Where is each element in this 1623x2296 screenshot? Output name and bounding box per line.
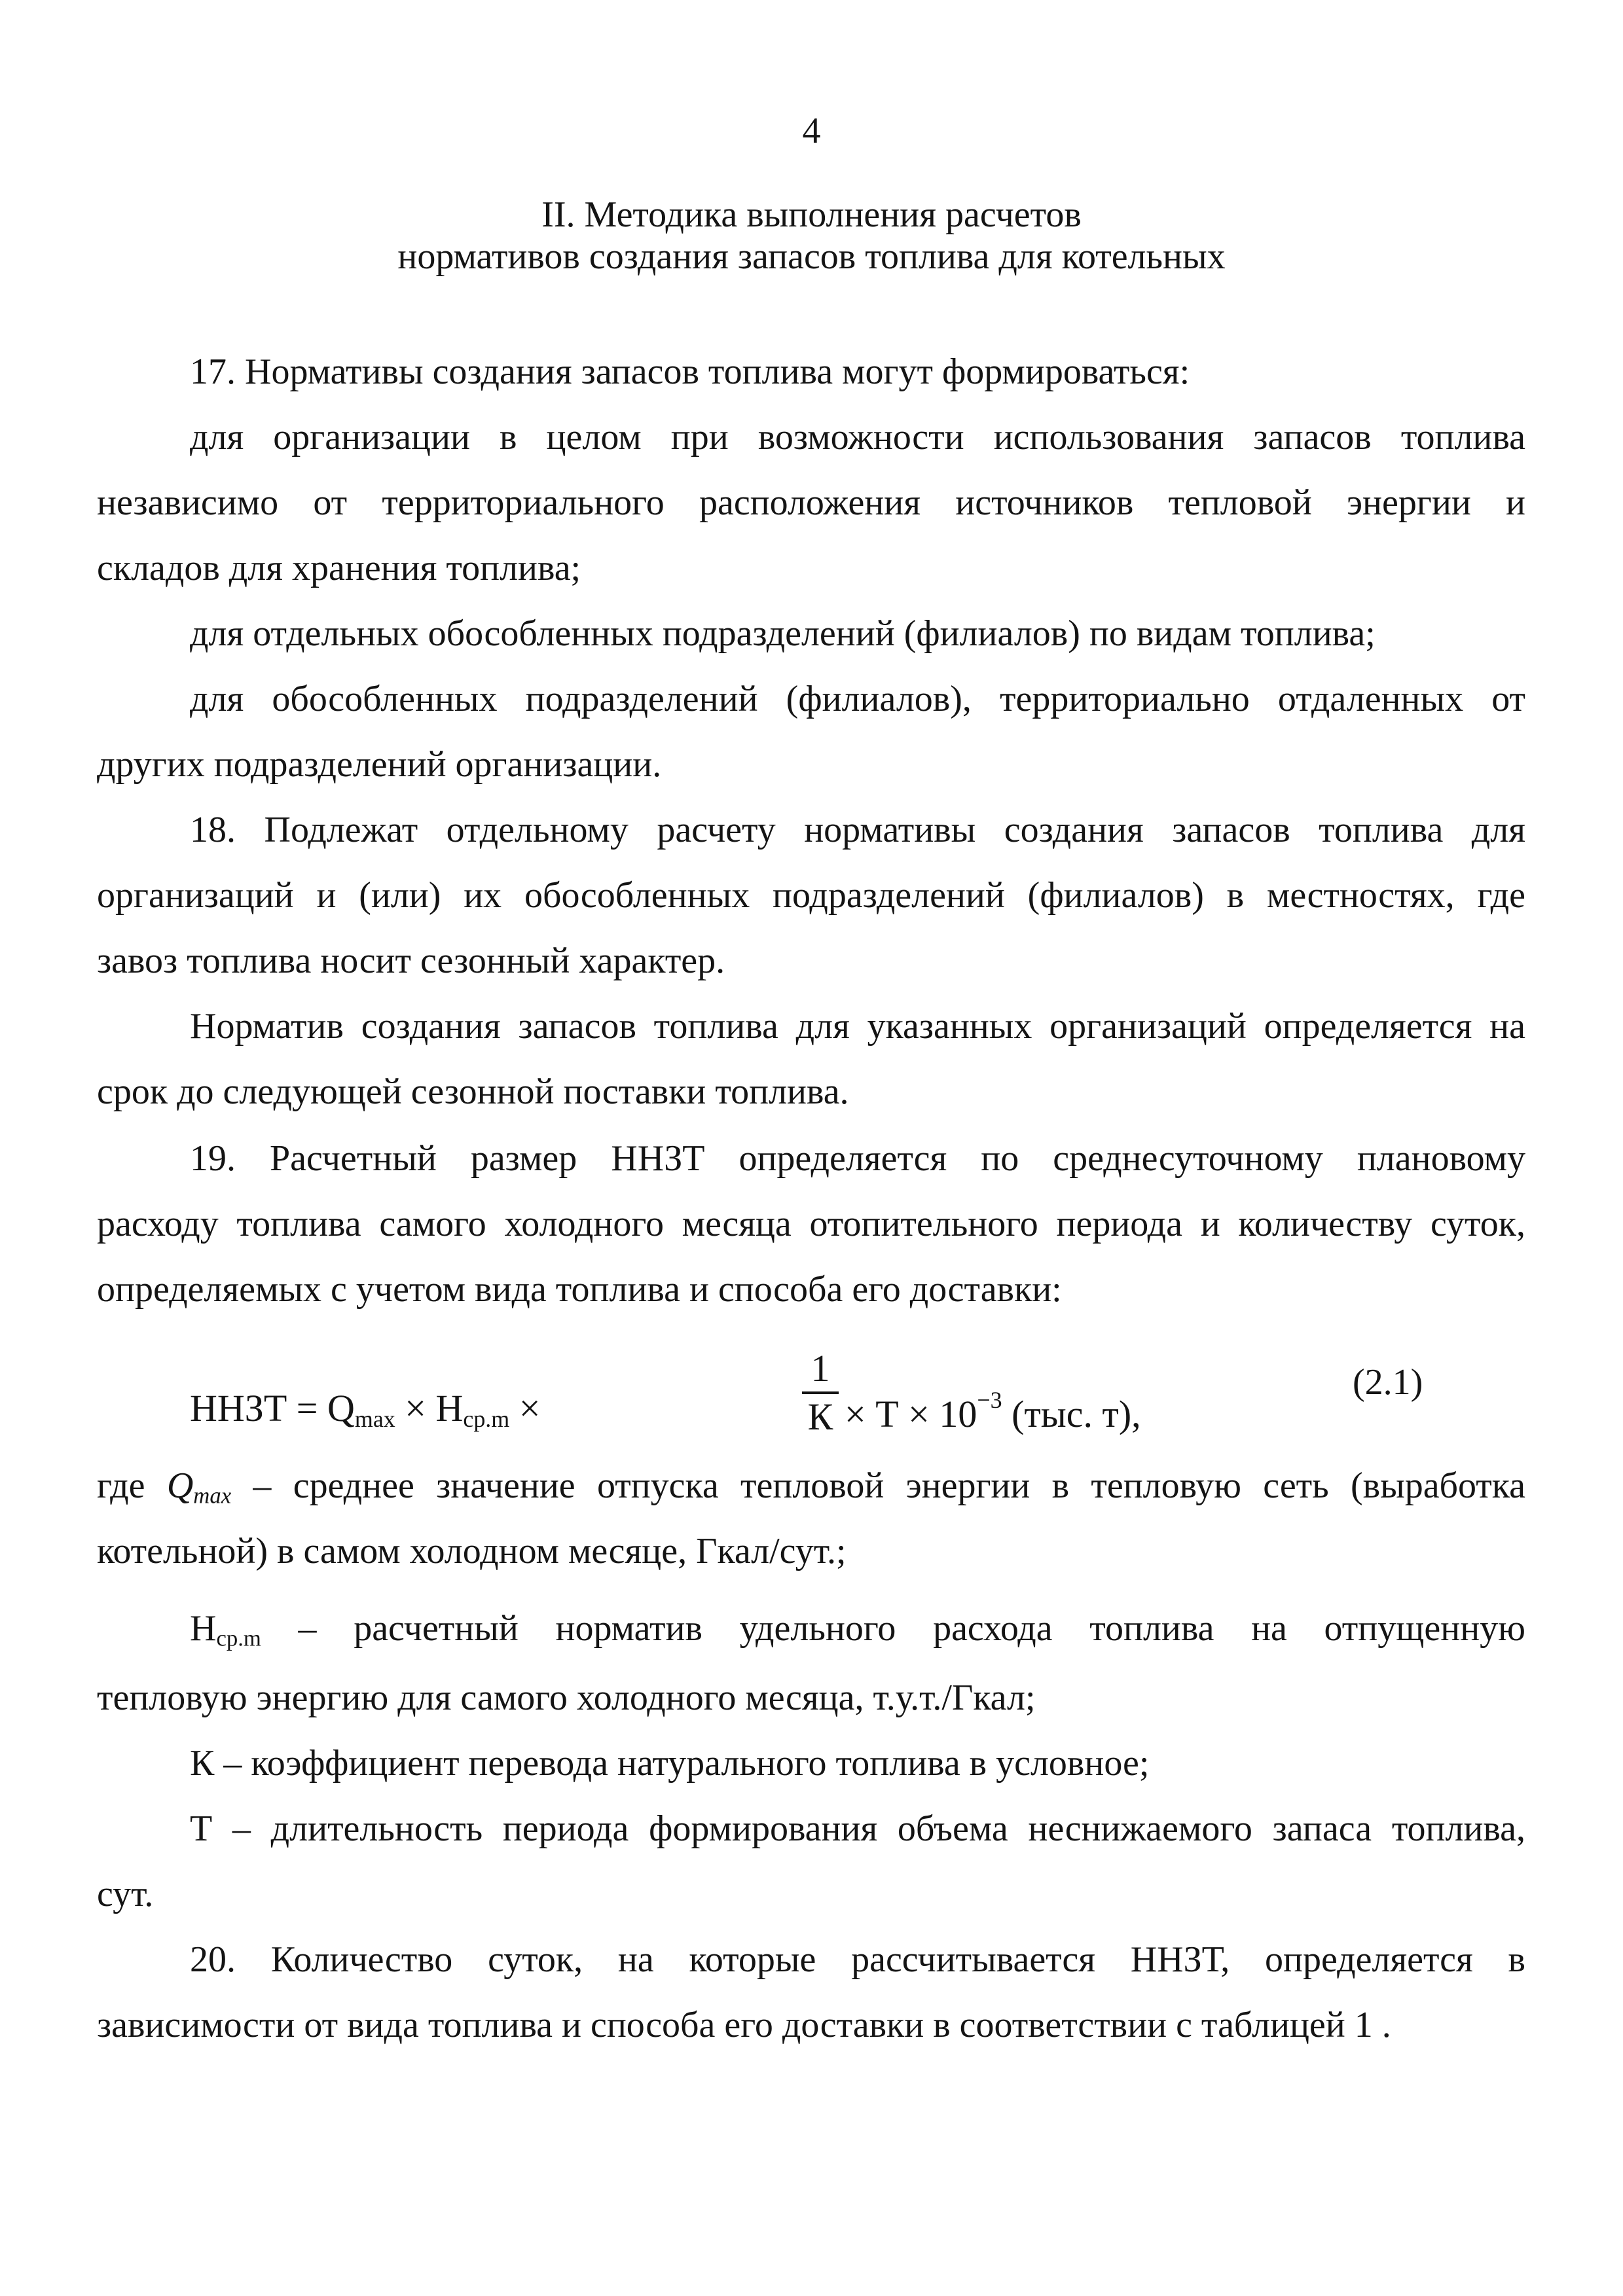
paragraph-19-line: определяемых с учетом вида топлива и способа его доставки: [97, 1269, 1062, 1310]
definition-line: сут. [97, 1874, 154, 1914]
paragraph-19-line: 19. Расчетный размер ННЗТ определяется по среднесуточному плановому [190, 1138, 1525, 1179]
formula-rhs: × Т × 10 [845, 1392, 977, 1435]
definition-t: Т – длительность периода формирования объема неснижаемого запаса топлива, [190, 1808, 1525, 1849]
paragraph-17-line: для организации в целом при возможности использования запасов топлива [190, 417, 1525, 457]
hcpm-definition: – расчетный норматив удельного расхода топлива на отпущенную [261, 1608, 1525, 1649]
hcpm-subscript: ср.m [216, 1625, 261, 1651]
definition-line: котельной) в самом холодном месяце, Гкал/сут.; [97, 1531, 847, 1571]
qmax-subscript: max [193, 1482, 232, 1509]
fraction-numerator: 1 [811, 1347, 830, 1390]
paragraph-18b-line: срок до следующей сезонной поставки топлива. [97, 1071, 849, 1112]
paragraph-17-line: независимо от территориального расположения источников тепловой энергии и [97, 482, 1525, 523]
formula-exponent: −3 [977, 1387, 1002, 1413]
formula-lhs: ННЗТ = [190, 1387, 327, 1429]
paragraph-18b-line: Норматив создания запасов топлива для указанных организаций определяется на [190, 1006, 1525, 1047]
paragraph-19-line: расходу топлива самого холодного месяца отопительного периода и количеству суток, [97, 1204, 1525, 1244]
formula-h-symbol: Н [435, 1387, 464, 1429]
paragraph-18-line: организаций и (или) их обособленных подразделений (филиалов) в местностях, где [97, 875, 1525, 916]
paragraph-17-line: складов для хранения топлива; [97, 548, 581, 588]
formula-units: (тыс. т), [1002, 1392, 1141, 1435]
qmax-definition: – среднее значение отпуска тепловой энергии в тепловую сеть (выработка [231, 1465, 1525, 1506]
formula-q-subscript: max [354, 1405, 395, 1432]
paragraph-17-line: для обособленных подразделений (филиалов), территориально отдаленных от [190, 679, 1525, 719]
formula-times: × [509, 1387, 541, 1429]
formula-times: × [395, 1387, 436, 1429]
formula-fraction [802, 1347, 839, 1439]
definition-hcpm [190, 1609, 1525, 1659]
paragraph-17-line: других подразделений организации. [97, 744, 662, 785]
section-heading-line1: II. Методика выполнения расчетов [541, 194, 1082, 235]
fraction-denominator: К [807, 1395, 833, 1438]
formula-h-subscript: ср.m [463, 1405, 510, 1432]
formula-2-1 [190, 1347, 1434, 1471]
definition-k: К – коэффициент перевода натурального топлива в условное; [190, 1743, 1150, 1784]
fraction-bar [802, 1391, 839, 1394]
paragraph-17-line: для отдельных обособленных подразделений (филиалов) по видам топлива; [190, 613, 1376, 654]
paragraph-20-line: 20. Количество суток, на которые рассчитывается ННЗТ, определяется в [190, 1939, 1525, 1980]
paragraph-18-line: завоз топлива носит сезонный характер. [97, 941, 725, 981]
where-prefix: где [97, 1465, 167, 1506]
section-heading-line2: нормативов создания запасов топлива для котельных [397, 236, 1226, 277]
paragraph-17-line: 17. Нормативы создания запасов топлива могут формироваться: [190, 351, 1190, 392]
qmax-symbol: Q [166, 1465, 194, 1506]
page-number: 4 [802, 111, 821, 151]
formula-q-symbol: Q [327, 1387, 355, 1429]
formula-right-part [845, 1386, 1141, 1436]
paragraph-20-line: зависимости от вида топлива и способа его доставки в соответствии с таблицей 1 . [97, 2005, 1391, 2045]
equation-number: (2.1) [1353, 1362, 1423, 1403]
hcpm-symbol: Н [190, 1608, 217, 1649]
paragraph-18-line: 18. Подлежат отдельному расчету нормативы создания запасов топлива для [190, 810, 1525, 850]
definition-line: тепловую энергию для самого холодного месяца, т.у.т./Гкал; [97, 1677, 1036, 1718]
formula-left-part [190, 1386, 540, 1433]
definition-qmax [97, 1466, 1525, 1516]
